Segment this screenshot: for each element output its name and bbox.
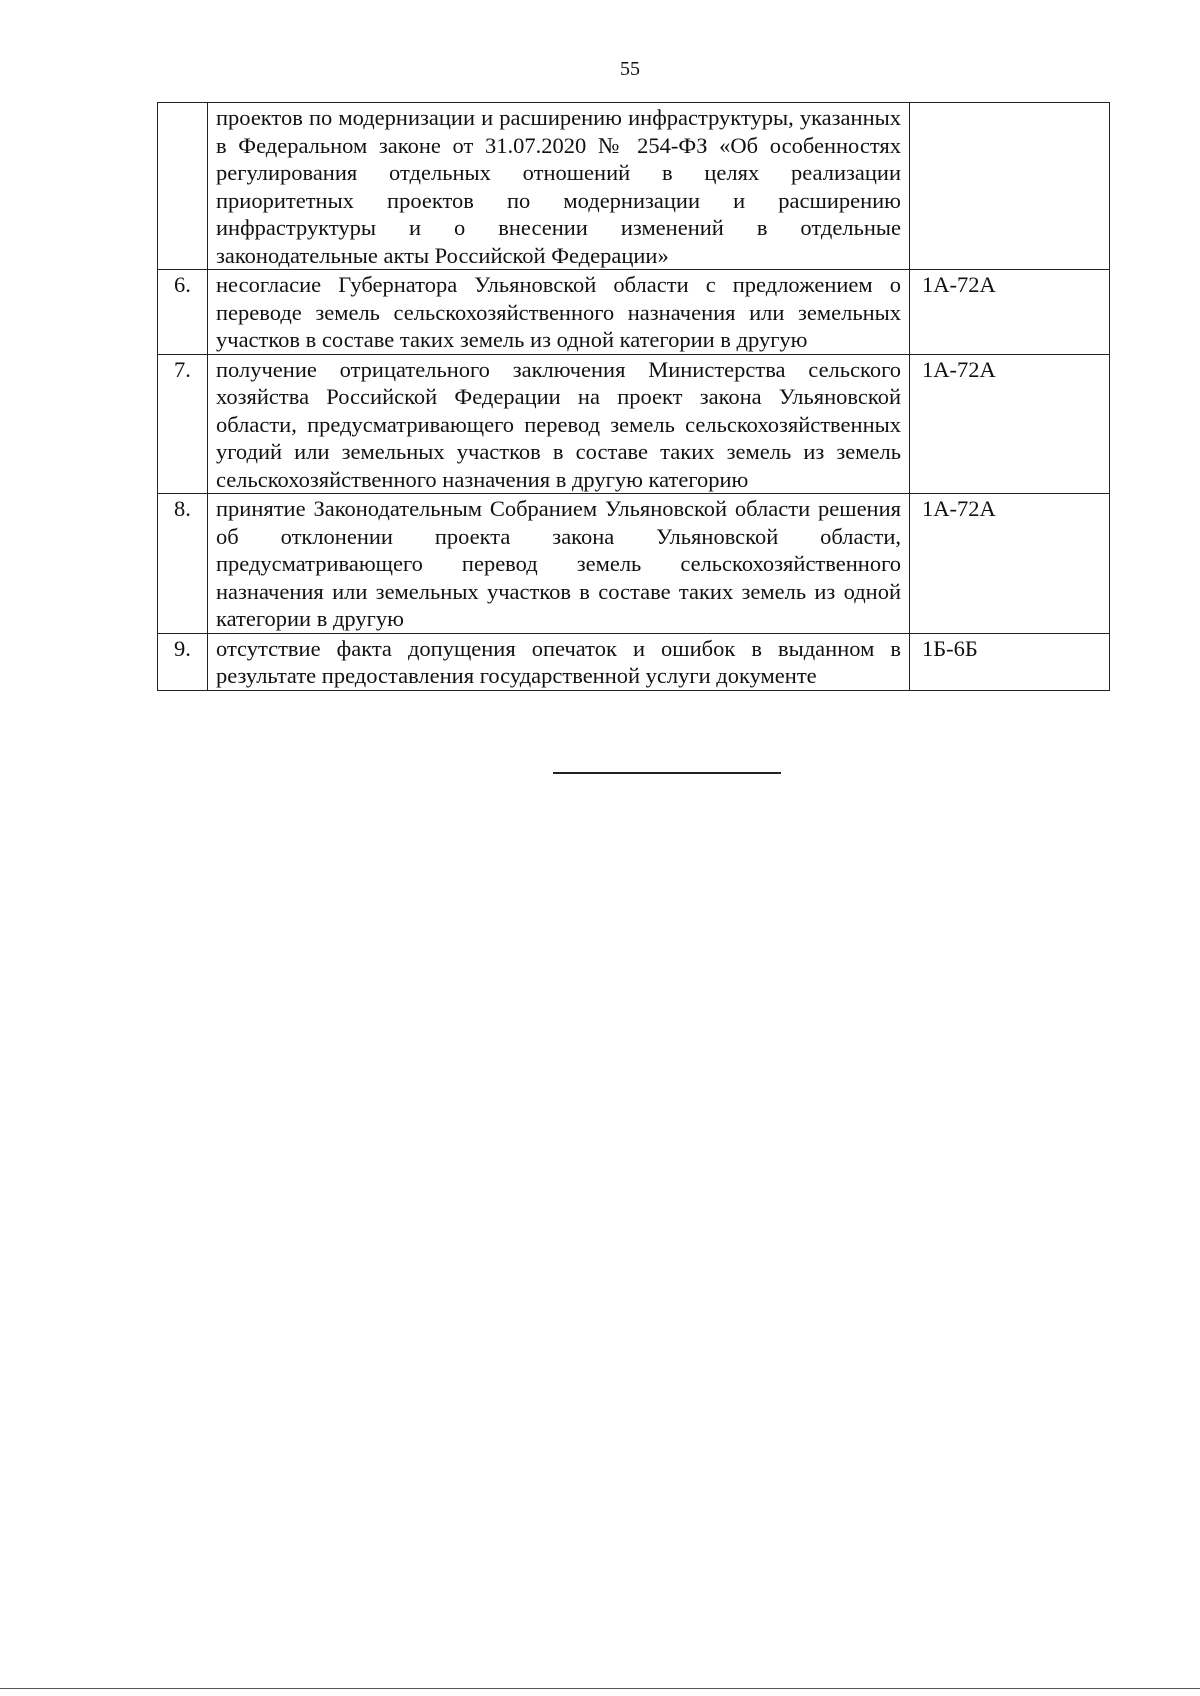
row-number: 9.	[158, 633, 208, 690]
table-row	[158, 270, 1110, 355]
page-number: 55	[620, 58, 640, 80]
row-text: несогласие Губернатора Ульяновской области с предложением о переводе земель сельскохозяйственного назначения или земельных участков в составе таких земель из одной категории в другую	[208, 270, 910, 355]
row-code: 1А-72А	[910, 494, 1110, 634]
table-row	[158, 103, 1110, 270]
table-row	[158, 494, 1110, 634]
row-code	[910, 103, 1110, 270]
row-text: отсутствие факта допущения опечаток и ошибок в выданном в результате предоставления государственной услуги документе	[208, 633, 910, 690]
footer-rule	[0, 1688, 1200, 1689]
row-number: 6.	[158, 270, 208, 355]
row-text: проектов по модернизации и расширению инфраструктуры, указанных в Федеральном законе от 31.07.2020 № 254-ФЗ «Об особенностях регулирования отдельных отношений в целях реализации приоритетных проектов по модернизации и расширению инфраструктуры и о внесении изменений в отдельные законодательные акты Российской Федерации»	[208, 103, 910, 270]
table-row	[158, 633, 1110, 690]
row-text: получение отрицательного заключения Министерства сельского хозяйства Российской Федерации на проект закона Ульяновской области, предусматривающего перевод земель сельскохозяйственных угодий или земельных участков в составе таких земель из земель сельскохозяйственного назначения в другую категорию	[208, 354, 910, 494]
row-code: 1Б-6Б	[910, 633, 1110, 690]
row-number: 8.	[158, 494, 208, 634]
row-code: 1А-72А	[910, 270, 1110, 355]
row-number	[158, 103, 208, 270]
row-number: 7.	[158, 354, 208, 494]
closing-rule	[553, 772, 781, 774]
table-row	[158, 354, 1110, 494]
row-text: принятие Законодательным Собранием Ульяновской области решения об отклонении проекта закона Ульяновской области, предусматривающего перевод земель сельскохозяйственного назначения или земельных участков в составе таких земель из одной категории в другую	[208, 494, 910, 634]
row-code: 1А-72А	[910, 354, 1110, 494]
conditions-table	[157, 102, 1110, 691]
